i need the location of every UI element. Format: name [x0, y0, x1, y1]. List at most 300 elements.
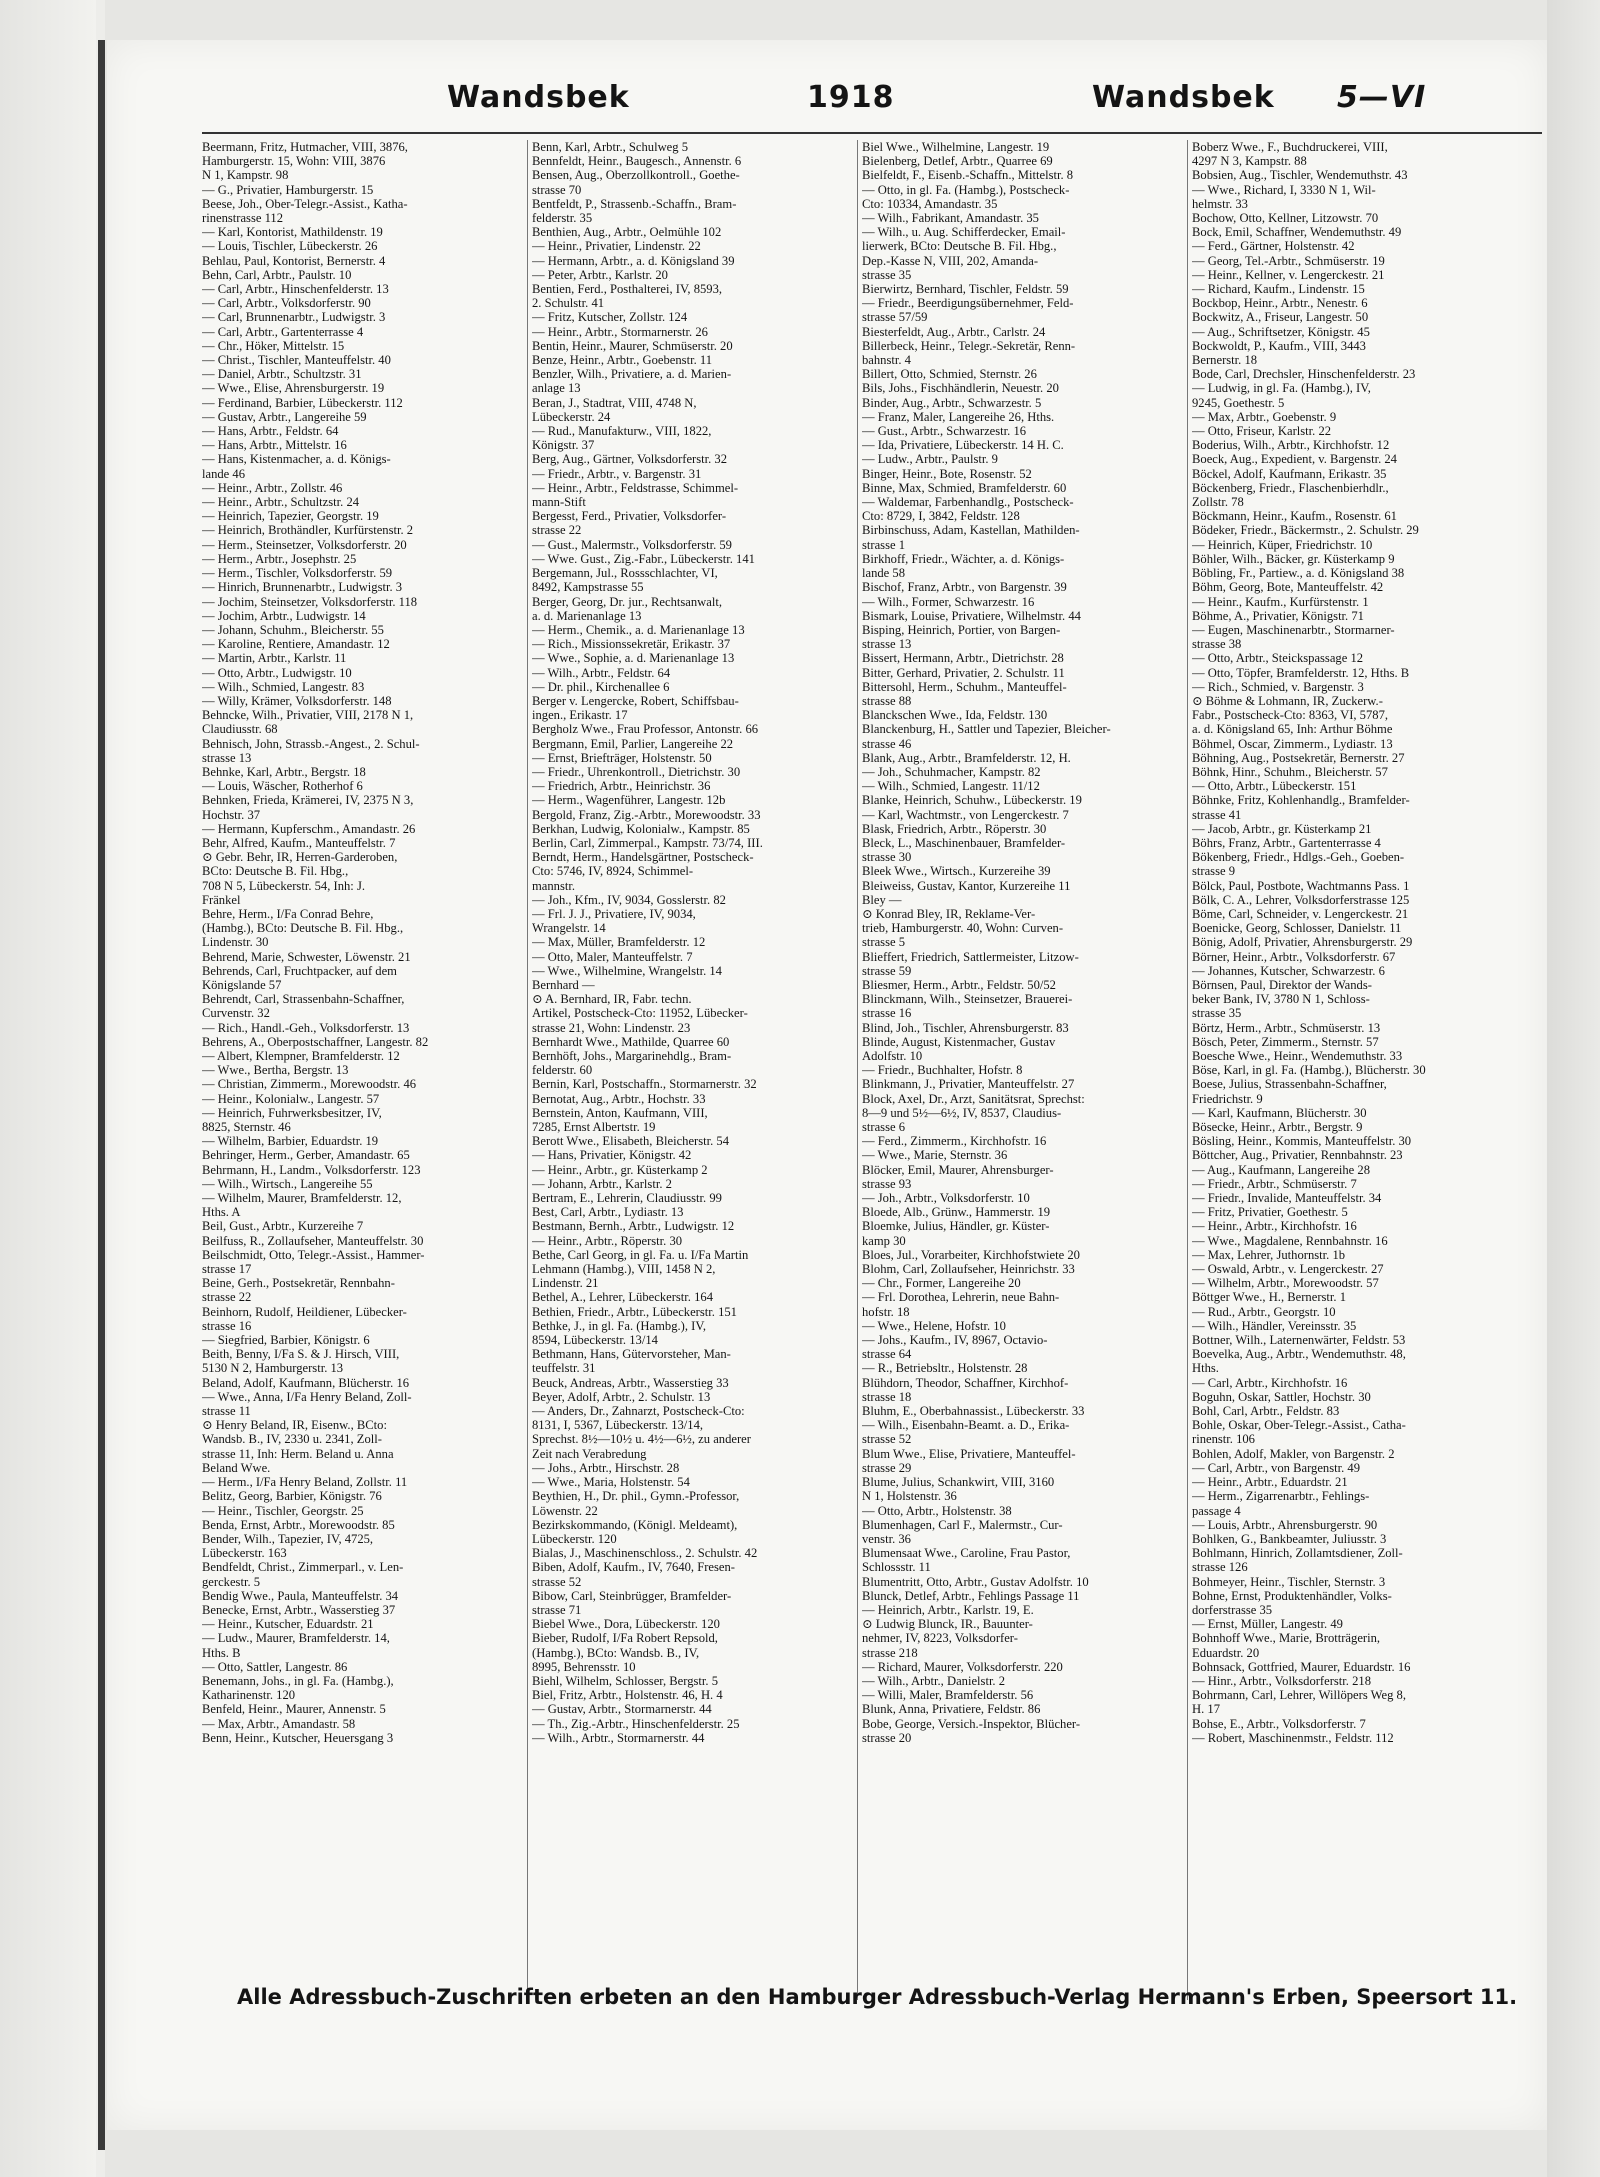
directory-entry-line: Böhler, Wilh., Bäcker, gr. Küsterkamp 9 [1192, 551, 1395, 566]
directory-entry-line: — Karl, Wachtmstr., von Lengerckestr. 7 [862, 807, 1069, 822]
directory-entry-line: — Ludwig, in gl. Fa. (Hambg.), IV, [1192, 381, 1371, 396]
directory-entry-line: Bensen, Aug., Oberzollkontroll., Goethe- [532, 168, 740, 183]
directory-entry-line: — Wilhelm, Barbier, Eduardstr. 19 [202, 1134, 379, 1149]
header-right-title: Wandsbek [1092, 80, 1275, 115]
directory-entry-line: — Anders, Dr., Zahnarzt, Postscheck-Cto: [532, 1404, 745, 1419]
directory-entry-line: — Max, Lehrer, Juthornstr. 1b [1192, 1247, 1346, 1262]
directory-entry-line: — Ferd., Zimmerm., Kirchhofstr. 16 [862, 1134, 1047, 1149]
directory-entry-line: Boderius, Wilh., Arbtr., Kirchhofstr. 12 [1192, 438, 1390, 453]
directory-entry-line: strasse 6 [862, 1120, 906, 1135]
directory-entry-line: — Friedr., Invalide, Manteuffelstr. 34 [1192, 1191, 1382, 1206]
directory-entry-line: — Max, Arbtr., Amandastr. 58 [202, 1716, 356, 1731]
directory-entry-line: — Martin, Arbtr., Karlstr. 11 [202, 651, 347, 666]
directory-entry-line: strasse 5 [862, 935, 906, 950]
directory-entry-line: Bittersohl, Herm., Schuhm., Manteuffel- [862, 679, 1067, 694]
directory-entry-line: anlage 13 [532, 381, 581, 396]
directory-entry-line: strasse 16 [202, 1318, 252, 1333]
directory-entry-line: Bisping, Heinrich, Portier, von Bargen- [862, 622, 1061, 637]
directory-entry-line: Benecke, Ernst, Arbtr., Wasserstieg 37 [202, 1602, 396, 1617]
directory-entry-line: 8825, Sternstr. 46 [202, 1120, 291, 1135]
directory-entry-line: — Herm., Steinsetzer, Volksdorferstr. 20 [202, 537, 407, 552]
directory-entry-line: — Hermann, Kupferschm., Amandastr. 26 [202, 821, 416, 836]
directory-entry-line: rinenstrasse 112 [202, 211, 284, 226]
directory-entry-line: — Fritz, Kutscher, Zollstr. 124 [532, 310, 688, 325]
directory-entry-line: Behrend, Marie, Schwester, Löwenstr. 21 [202, 949, 411, 964]
directory-entry-line: felderstr. 35 [532, 211, 593, 226]
directory-entry-line: 5130 N 2, Hamburgerstr. 13 [202, 1361, 344, 1376]
directory-entry-line: — Otto, Friseur, Karlstr. 22 [1192, 424, 1332, 439]
directory-entry-line: Blask, Friedrich, Arbtr., Röperstr. 30 [862, 821, 1047, 836]
directory-entry-line: — Wilh., Schmied, Langestr. 83 [202, 679, 365, 694]
directory-entry-line: Bohlmann, Hinrich, Zollamtsdiener, Zoll- [1192, 1546, 1403, 1561]
publisher-footer: Alle Adressbuch-Zuschriften erbeten an den Hamburger Adressbuch-Verlag Hermann's Erben, Speersort 11. [237, 1985, 1518, 2009]
directory-entry-line: Dep.-Kasse N, VIII, 202, Amanda- [862, 253, 1039, 268]
directory-entry-line: Beil, Gust., Arbtr., Kurzereihe 7 [202, 1219, 364, 1234]
directory-entry-line: — Hermann, Arbtr., a. d. Königsland 39 [532, 253, 735, 268]
directory-entry-line: strasse 93 [862, 1176, 912, 1191]
directory-entry-line: Behncke, Wilh., Privatier, VIII, 2178 N 1, [202, 708, 414, 723]
directory-entry-line: Boeck, Aug., Expedient, v. Bargenstr. 24 [1192, 452, 1397, 467]
directory-entry-line: Bergmann, Emil, Parlier, Langereihe 22 [532, 736, 734, 751]
directory-entry-line: Cto: 5746, IV, 8924, Schimmel- [532, 864, 694, 879]
directory-entry-line: — Johann, Schuhm., Bleicherstr. 55 [202, 622, 384, 637]
directory-entry-line: Blank, Aug., Arbtr., Bramfelderstr. 12, H. [862, 750, 1071, 765]
directory-entry-line: strasse 41 [1192, 807, 1242, 822]
directory-entry-line: strasse 30 [862, 850, 912, 865]
directory-entry-line: Bendfeldt, Christ., Zimmerparl., v. Len- [202, 1560, 404, 1575]
directory-entry-line: — Carl, Arbtr., Hinschenfelderstr. 13 [202, 282, 389, 297]
directory-entry-line: rinenstr. 106 [1192, 1432, 1255, 1447]
directory-entry-line: — Heinr., Arbtr., Feldstrasse, Schimmel- [532, 480, 739, 495]
directory-entry-line: — Carl, Arbtr., Volksdorferstr. 90 [202, 296, 371, 311]
directory-entry-line: Wrangelstr. 14 [532, 921, 606, 936]
directory-entry-line: Beland, Adolf, Kaufmann, Blücherstr. 16 [202, 1375, 410, 1390]
directory-entry-line: — Otto, Sattler, Langestr. 86 [202, 1659, 348, 1674]
directory-entry-line: — Hinr., Arbtr., Volksdorferstr. 218 [1192, 1673, 1371, 1688]
directory-columns [202, 140, 1542, 2000]
directory-entry-line: ⊙ Henry Beland, IR, Eisenw., BCto: [202, 1418, 387, 1433]
directory-entry-line: — Richard, Kaufm., Lindenstr. 15 [1192, 282, 1365, 297]
directory-entry-line: — Karl, Kaufmann, Blücherstr. 30 [1192, 1105, 1367, 1120]
directory-entry-line: felderstr. 60 [532, 1063, 593, 1078]
directory-entry-line: Bode, Carl, Drechsler, Hinschenfelderstr. 23 [1192, 367, 1416, 382]
directory-entry-line: Böttcher, Aug., Privatier, Rennbahnstr. 23 [1192, 1148, 1403, 1163]
directory-entry-line: Bentin, Heinr., Maurer, Schmüserstr. 20 [532, 338, 733, 353]
directory-entry-line: Benze, Heinr., Arbtr., Goebenstr. 11 [532, 353, 713, 368]
directory-entry-line: Blühdorn, Theodor, Schaffner, Kirchhof- [862, 1375, 1069, 1390]
directory-entry-line: Boenicke, Georg, Schlosser, Danielstr. 11 [1192, 921, 1402, 936]
directory-entry-line: — Friedr., Beerdigungsübernehmer, Feld- [862, 296, 1074, 311]
directory-entry-line: Bösling, Heinr., Kommis, Manteuffelstr. 30 [1192, 1134, 1412, 1149]
directory-entry-line: Beythien, H., Dr. phil., Gymn.-Professor, [532, 1489, 740, 1504]
directory-entry-line: strasse 35 [862, 267, 912, 282]
directory-entry-line: Bobsien, Aug., Tischler, Wendemuthstr. 43 [1192, 168, 1408, 183]
directory-entry-line: 7285, Ernst Albertstr. 19 [532, 1120, 656, 1135]
directory-entry-line: strasse 29 [862, 1460, 912, 1475]
directory-entry-line: gerckestr. 5 [202, 1574, 261, 1589]
directory-entry-line: Blumentritt, Otto, Arbtr., Gustav Adolfstr. 10 [862, 1574, 1089, 1589]
directory-entry-line: — Gust., Malermstr., Volksdorferstr. 59 [532, 537, 732, 552]
directory-entry-line: Block, Axel, Dr., Arzt, Sanitätsrat, Sprechst: [862, 1091, 1085, 1106]
directory-entry-line: — Otto, Arbtr., Holstenstr. 38 [862, 1503, 1012, 1518]
directory-entry-line: Birbinschuss, Adam, Kastellan, Mathilden- [862, 523, 1080, 538]
directory-entry-line: teuffelstr. 31 [532, 1361, 596, 1376]
directory-entry-line: Bischof, Franz, Arbtr., von Bargenstr. 39 [862, 580, 1067, 595]
directory-entry-line: Börner, Heinr., Arbtr., Volksdorferstr. 67 [1192, 949, 1396, 964]
directory-entry-line: Bockwitz, A., Friseur, Langestr. 50 [1192, 310, 1369, 325]
directory-entry-line: — Carl, Brunnenarbtr., Ludwigstr. 3 [202, 310, 386, 325]
directory-entry-line: Lindenstr. 21 [532, 1276, 599, 1291]
directory-entry-line: bahnstr. 4 [862, 353, 911, 368]
directory-entry-line: — Louis, Arbtr., Ahrensburgerstr. 90 [1192, 1517, 1378, 1532]
directory-entry-line: ingen., Erikastr. 17 [532, 708, 628, 723]
directory-entry-line: Boevelka, Aug., Arbtr., Wendemuthstr. 48, [1192, 1347, 1406, 1362]
directory-entry-line: Böme, Carl, Schneider, v. Lengerckestr. 21 [1192, 906, 1409, 921]
directory-entry-line: — Heinrich, Fuhrwerksbesitzer, IV, [202, 1105, 382, 1120]
directory-entry-line: strasse 52 [862, 1432, 912, 1447]
directory-entry-line: hofstr. 18 [862, 1304, 910, 1319]
directory-entry-line: Blinckmann, Wilh., Steinsetzer, Brauerei- [862, 992, 1073, 1007]
directory-entry-line: Benn, Karl, Arbtr., Schulweg 5 [532, 140, 689, 154]
directory-entry-line: strasse 13 [862, 637, 912, 652]
directory-entry-line: Lindenstr. 30 [202, 935, 269, 950]
directory-entry-line: — Heinr., Arbtr., Stormarnerstr. 26 [532, 324, 708, 339]
directory-entry-line: — Heinr., Arbtr., Röperstr. 30 [532, 1233, 683, 1248]
directory-entry-line: Belitz, Georg, Barbier, Königstr. 76 [202, 1489, 382, 1504]
directory-entry-line: — Ludw., Maurer, Bramfelderstr. 14, [202, 1631, 390, 1646]
directory-entry-line: — Wwe., Elise, Ahrensburgerstr. 19 [202, 381, 385, 396]
directory-entry-line: — Robert, Maschinenmstr., Feldstr. 112 [1192, 1730, 1394, 1745]
directory-entry-line: — Willi, Maler, Bramfelderstr. 56 [862, 1688, 1034, 1703]
directory-entry-line: Binne, Max, Schmied, Bramfelderstr. 60 [862, 480, 1067, 495]
directory-entry-line: Bernotat, Aug., Arbtr., Hochstr. 33 [532, 1091, 706, 1106]
directory-entry-line: — Louis, Wäscher, Rotherhof 6 [202, 779, 363, 794]
directory-entry-line: Blind, Joh., Tischler, Ahrensburgerstr. 83 [862, 1020, 1069, 1035]
directory-entry-line: a. d. Königsland 65, Inh: Arthur Böhme [1192, 722, 1393, 737]
directory-entry-line: lande 58 [862, 566, 906, 581]
directory-entry-line: Bethien, Friedr., Arbtr., Lübeckerstr. 151 [532, 1304, 737, 1319]
directory-entry-line: Bestmann, Bernh., Arbtr., Ludwigstr. 12 [532, 1219, 735, 1234]
directory-entry-line: Blöcker, Emil, Maurer, Ahrensburger- [862, 1162, 1054, 1177]
directory-entry-line: Sprechst. 8½—10½ u. 4½—6½, zu anderer [532, 1432, 751, 1447]
directory-entry-line: Behrmann, H., Landm., Volksdorferstr. 123 [202, 1162, 421, 1177]
directory-entry-line: Bölk, C. A., Lehrer, Volksdorferstrasse 125 [1192, 892, 1410, 907]
scan-margin-right [1547, 0, 1600, 2177]
directory-entry-line: Beese, Joh., Ober-Telegr.-Assist., Katha- [202, 196, 408, 211]
directory-entry-line: Wandsb. B., IV, 2330 u. 2341, Zoll- [202, 1432, 382, 1447]
directory-entry-line: — Herm., Tischler, Volksdorferstr. 59 [202, 566, 393, 581]
directory-entry-line: — Heinrich, Tapezier, Georgstr. 19 [202, 509, 379, 524]
directory-entry-line: Biesterfeldt, Aug., Arbtr., Carlstr. 24 [862, 324, 1046, 339]
directory-entry-line: Billert, Otto, Schmied, Sternstr. 26 [862, 367, 1037, 382]
directory-entry-line: Böhnke, Fritz, Kohlenhandlg., Bramfelder- [1192, 793, 1410, 808]
directory-entry-line: strasse 59 [862, 963, 912, 978]
directory-entry-line: strasse 9 [1192, 864, 1236, 879]
directory-entry-line: — Gustav, Arbtr., Stormarnerstr. 44 [532, 1702, 712, 1717]
directory-entry-line: Börnsen, Paul, Direktor der Wands- [1192, 977, 1372, 992]
directory-entry-line: — Heinr., Arbtr., gr. Küsterkamp 2 [532, 1162, 708, 1177]
directory-entry-line: — Franz, Maler, Langereihe 26, Hths. [862, 409, 1055, 424]
directory-entry-line: strasse 52 [532, 1574, 582, 1589]
directory-entry-line: strasse 13 [202, 750, 252, 765]
directory-entry-line: — Wilh., Arbtr., Stormarnerstr. 44 [532, 1730, 705, 1745]
directory-entry-line: 8131, I, 5367, Lübeckerstr. 13/14, [532, 1418, 704, 1433]
directory-entry-line: Blieffert, Friedrich, Sattlermeister, Litzow- [862, 949, 1079, 964]
directory-entry-line: Bentfeldt, P., Strassenb.-Schaffn., Bram- [532, 196, 737, 211]
directory-entry-line: — Wilh., Fabrikant, Amandastr. 35 [862, 211, 1039, 226]
directory-entry-line: Bottner, Wilh., Laternenwärter, Feldstr. 53 [1192, 1333, 1406, 1348]
directory-entry-line: ⊙ Gebr. Behr, IR, Herren-Garderoben, [202, 850, 398, 865]
binding-fold [98, 40, 105, 2150]
directory-entry-line: — Rich., Missionssekretär, Erikastr. 37 [532, 637, 731, 652]
directory-entry-line: Bialas, J., Maschinenschloss., 2. Schulstr. 42 [532, 1546, 758, 1561]
directory-entry-line: Beilschmidt, Otto, Telegr.-Assist., Hammer- [202, 1247, 425, 1262]
directory-entry-line: Cto: 8729, I, 3842, Feldstr. 128 [862, 509, 1020, 524]
directory-entry-line: strasse 35 [1192, 1006, 1242, 1021]
directory-entry-line: Birkhoff, Friedr., Wächter, a. d. Königs- [862, 551, 1065, 566]
directory-entry-line: — Heinr., Kaufm., Kurfürstenstr. 1 [1192, 594, 1369, 609]
directory-entry-line: — Oswald, Arbtr., v. Lengerckestr. 27 [1192, 1262, 1384, 1277]
directory-entry-line: Berkhan, Ludwig, Kolonialw., Kampstr. 85 [532, 821, 750, 836]
directory-entry-line: Bley — [862, 892, 902, 907]
directory-entry-line: Bohnsack, Gottfried, Maurer, Eduardstr. 16 [1192, 1659, 1411, 1674]
page-header [107, 40, 1547, 128]
directory-entry-line: Königslande 57 [202, 977, 282, 992]
directory-entry-line: Bohrmann, Carl, Lehrer, Willöpers Weg 8, [1192, 1688, 1407, 1703]
directory-entry-line: Boesche Wwe., Heinr., Wendemuthstr. 33 [1192, 1049, 1403, 1063]
directory-entry-line: Bernin, Karl, Postschaffn., Stormarnerstr. 32 [532, 1077, 757, 1092]
directory-entry-line: Curvenstr. 32 [202, 1006, 270, 1021]
directory-entry-line: Bohse, E., Arbtr., Volksdorferstr. 7 [1192, 1716, 1366, 1731]
directory-entry-line: — Wwe., Anna, I/Fa Henry Beland, Zoll- [202, 1389, 412, 1404]
directory-entry-line: Behn, Carl, Arbtr., Paulstr. 10 [202, 267, 352, 282]
directory-entry-line: Berg, Aug., Gärtner, Volksdorferstr. 32 [532, 452, 728, 467]
directory-entry-line: Böttger Wwe., H., Bernerstr. 1 [1192, 1290, 1347, 1305]
directory-entry-line: — Willy, Krämer, Volksdorferstr. 148 [202, 693, 392, 708]
directory-entry-line: — Jacob, Arbtr., gr. Küsterkamp 21 [1192, 821, 1372, 836]
directory-entry-line: Bohmeyer, Heinr., Tischler, Sternstr. 3 [1192, 1574, 1386, 1589]
directory-entry-line: Blumenhagen, Carl F., Malermstr., Cur- [862, 1517, 1063, 1532]
directory-entry-line: — Christian, Zimmerm., Morewoodstr. 46 [202, 1077, 417, 1092]
directory-entry-line: — Carl, Arbtr., Gartenterrasse 4 [202, 324, 364, 339]
directory-entry-line: — Max, Müller, Bramfelderstr. 12 [532, 935, 706, 950]
directory-entry-line: Bernhard — [532, 977, 595, 992]
directory-entry-line: — Wwe., Sophie, a. d. Marienanlage 13 [532, 651, 735, 666]
directory-entry-line: Benda, Ernst, Arbtr., Morewoodstr. 85 [202, 1517, 395, 1532]
directory-entry-line: strasse 22 [532, 523, 582, 538]
directory-entry-line: — Wilh., u. Aug. Schifferdecker, Email- [862, 225, 1066, 240]
directory-entry-line: Bernhardt Wwe., Mathilde, Quarree 60 [532, 1034, 730, 1049]
directory-entry-line: Claudiusstr. 68 [202, 722, 278, 737]
header-year: 1918 [807, 80, 895, 115]
directory-entry-line: — Heinrich, Arbtr., Karlstr. 19, E. [862, 1602, 1034, 1617]
directory-entry-line: Böhnk, Hinr., Schuhm., Bleicherstr. 57 [1192, 764, 1388, 779]
directory-entry-line: Bentien, Ferd., Posthalterei, IV, 8593, [532, 282, 723, 297]
directory-entry-line: — Max, Arbtr., Goebenstr. 9 [1192, 409, 1337, 424]
directory-entry-line: Blohm, Carl, Zollaufseher, Heinrichstr. 33 [862, 1262, 1075, 1277]
directory-entry-line: Bethe, Carl Georg, in gl. Fa. u. I/Fa Martin [532, 1247, 749, 1262]
directory-entry-line: — Peter, Arbtr., Karlstr. 20 [532, 267, 668, 282]
directory-entry-line: Bockwoldt, P., Kaufm., VIII, 3443 [1192, 338, 1366, 353]
directory-entry-line: Artikel, Postscheck-Cto: 11952, Lübecker- [532, 1006, 748, 1021]
directory-entry-line: Böckel, Adolf, Kaufmann, Erikastr. 35 [1192, 466, 1387, 481]
directory-entry-line: (Hambg.), BCto: Wandsb. B., IV, [532, 1645, 700, 1660]
directory-entry-line: Bernstein, Anton, Kaufmann, VIII, [532, 1105, 708, 1120]
directory-entry-line: — Johann, Arbtr., Karlstr. 2 [532, 1176, 672, 1191]
directory-entry-line: — Friedr., Uhrenkontroll., Dietrichstr. 30 [532, 764, 741, 779]
directory-entry-line: Benthien, Aug., Arbtr., Oelmühle 102 [532, 225, 722, 240]
directory-entry-line: Bloes, Jul., Vorarbeiter, Kirchhofstwiete 20 [862, 1247, 1080, 1262]
directory-entry-line: — Jochim, Steinsetzer, Volksdorferstr. 118 [202, 594, 418, 609]
directory-entry-line: — Gustav, Arbtr., Langereihe 59 [202, 409, 367, 424]
directory-entry-line: Bergold, Franz, Zig.-Arbtr., Morewoodstr. 33 [532, 807, 761, 822]
directory-entry-line: — Wwe., Maria, Holstenstr. 54 [532, 1475, 690, 1490]
directory-entry-line: Bergholz Wwe., Frau Professor, Antonstr. 66 [532, 722, 759, 737]
directory-entry-line: — Joh., Schuhmacher, Kampstr. 82 [862, 764, 1041, 779]
adjacent-page-strip [0, 0, 96, 2177]
directory-entry-line: — Otto, Arbtr., Ludwigstr. 10 [202, 665, 352, 680]
directory-entry-line: strasse 11, Inh: Herm. Beland u. Anna [202, 1446, 394, 1461]
directory-entry-line: Bils, Johs., Fischhändlerin, Neuestr. 20 [862, 381, 1059, 396]
directory-entry-line: Berndt, Herm., Handelsgärtner, Postscheck- [532, 850, 754, 865]
directory-entry-line: — Louis, Tischler, Lübeckerstr. 26 [202, 239, 378, 254]
directory-entry-line: — Heinr., Kellner, v. Lengerckestr. 21 [1192, 267, 1385, 282]
directory-entry-line: Boguhn, Oskar, Sattler, Hochstr. 30 [1192, 1389, 1371, 1404]
directory-entry-line: Bliesmer, Herm., Arbtr., Feldstr. 50/52 [862, 977, 1056, 992]
directory-entry-line: Berlin, Carl, Zimmerpal., Kampstr. 73/74, III. [532, 835, 763, 850]
directory-entry-line: Blunk, Anna, Privatiere, Feldstr. 86 [862, 1702, 1041, 1717]
directory-entry-line: Benn, Heinr., Kutscher, Heuersgang 3 [202, 1730, 394, 1745]
directory-entry-line: — Heinr., Tischler, Georgstr. 25 [202, 1503, 364, 1518]
directory-entry-line: Bissert, Hermann, Arbtr., Dietrichstr. 28 [862, 651, 1064, 666]
directory-entry-line: — Daniel, Arbtr., Schultzstr. 31 [202, 367, 362, 382]
directory-entry-line: ⊙ Ludwig Blunck, IR., Bauunter- [862, 1617, 1033, 1632]
directory-entry-line: — Frl. J. J., Privatiere, IV, 9034, [532, 906, 696, 921]
directory-entry-line: ⊙ Konrad Bley, IR, Reklame-Ver- [862, 906, 1036, 921]
directory-entry-line: strasse 46 [862, 736, 912, 751]
directory-entry-line: Binder, Aug., Arbtr., Schwarzestr. 5 [862, 395, 1042, 410]
directory-entry-line: — Wilh., Arbtr., Feldstr. 64 [532, 665, 671, 680]
directory-entry-line: — Wwe. Gust., Zig.-Fabr., Lübeckerstr. 141 [532, 551, 755, 566]
directory-entry-line: — Karl, Kontorist, Mathildenstr. 19 [202, 225, 383, 240]
directory-entry-line: Beinhorn, Rudolf, Heildiener, Lübecker- [202, 1304, 407, 1319]
directory-entry-line: — Karoline, Rentiere, Amandastr. 12 [202, 637, 390, 652]
directory-entry-line: Hths. A [202, 1205, 241, 1220]
directory-entry-line: strasse 64 [862, 1347, 912, 1362]
directory-entry-line: ⊙ Böhme & Lohmann, IR, Zuckerw.- [1192, 693, 1383, 708]
directory-entry-line: N 1, Holstenstr. 36 [862, 1489, 957, 1504]
directory-entry-line: — Ludw., Arbtr., Paulstr. 9 [862, 452, 998, 467]
directory-entry-line: — Frl. Dorothea, Lehrerin, neue Bahn- [862, 1290, 1060, 1305]
directory-entry-line: Behrens, A., Oberpostschaffner, Langestr. 82 [202, 1034, 429, 1049]
directory-entry-line: — Chr., Former, Langereihe 20 [862, 1276, 1021, 1291]
directory-entry-line: Beith, Benny, I/Fa S. & J. Hirsch, VIII, [202, 1347, 400, 1362]
directory-entry-line: — Heinrich, Brothändler, Kurfürstenstr. 2 [202, 523, 414, 538]
directory-entry-line: Behnisch, John, Strassb.-Angest., 2. Schul- [202, 736, 420, 751]
directory-entry-line: 708 N 5, Lübeckerstr. 54, Inh: J. [202, 878, 365, 893]
directory-entry-line: — Joh., Kfm., IV, 9034, Gosslerstr. 82 [532, 892, 726, 907]
directory-entry-line: strasse 11 [202, 1404, 251, 1419]
directory-entry-line: — Rud., Manufakturw., VIII, 1822, [532, 424, 712, 439]
directory-entry-line: — Wwe., Bertha, Bergstr. 13 [202, 1063, 349, 1078]
column-divider [527, 140, 528, 2000]
directory-entry-line: 8594, Lübeckerstr. 13/14 [532, 1333, 658, 1348]
directory-entry-line: Bohne, Ernst, Produktenhändler, Volks- [1192, 1588, 1392, 1603]
directory-entry-line: Berger v. Lengercke, Robert, Schiffsbau- [532, 693, 739, 708]
directory-entry-line: — Jochim, Arbtr., Ludwigstr. 14 [202, 608, 366, 623]
directory-entry-line: Bohnhoff Wwe., Marie, Brotträgerin, [1192, 1631, 1381, 1646]
directory-entry-line: Blanckenburg, H., Sattler und Tapezier, Bleicher- [862, 722, 1111, 737]
directory-entry-line: strasse 16 [862, 1006, 912, 1021]
directory-entry-line: — Friedr., Buchhalter, Hofstr. 8 [862, 1063, 1023, 1078]
directory-entry-line: Lübeckerstr. 163 [202, 1546, 287, 1561]
directory-entry-line: — Heinr., Arbtr., Zollstr. 46 [202, 480, 343, 495]
directory-entry-line: — Herm., Arbtr., Josephstr. 25 [202, 551, 357, 566]
directory-entry-line: dorferstrasse 35 [1192, 1602, 1273, 1617]
directory-entry-line: Löwenstr. 22 [532, 1503, 598, 1518]
directory-entry-line: — Friedr., Arbtr., v. Bargenstr. 31 [532, 466, 702, 481]
directory-entry-line: Bloede, Alb., Grünw., Hammerstr. 19 [862, 1205, 1051, 1220]
directory-entry-line: — Otto, Arbtr., Lübeckerstr. 151 [1192, 779, 1357, 794]
directory-entry-line: — Carl, Arbtr., Kirchhofstr. 16 [1192, 1375, 1348, 1390]
header-rule [202, 132, 1542, 134]
directory-entry-line: ⊙ A. Bernhard, IR, Fabr. techn. [532, 992, 692, 1007]
directory-entry-line: Zollstr. 78 [1192, 495, 1244, 510]
directory-entry-line: Biel Wwe., Wilhelmine, Langestr. 19 [862, 140, 1050, 154]
directory-entry-line: — Herm., Wagenführer, Langestr. 12b [532, 793, 726, 808]
directory-entry-line: Blinkmann, J., Privatier, Manteuffelstr. 27 [862, 1077, 1075, 1092]
directory-entry-line: helmstr. 33 [1192, 196, 1248, 211]
directory-entry-line: Bethke, J., in gl. Fa. (Hambg.), IV, [532, 1318, 706, 1333]
directory-entry-line: Königstr. 37 [532, 438, 595, 453]
directory-entry-line: Bleiweiss, Gustav, Kantor, Kurzereihe 11 [862, 878, 1071, 893]
directory-entry-line: — Herm., Chemik., a. d. Marienanlage 13 [532, 622, 745, 637]
directory-entry-line: Behre, Herm., I/Fa Conrad Behre, [202, 906, 374, 921]
directory-entry-line: Bohlen, Adolf, Makler, von Bargenstr. 2 [1192, 1446, 1395, 1461]
directory-entry-line: Bieber, Rudolf, I/Fa Robert Repsold, [532, 1631, 718, 1646]
directory-entry-line: — Siegfried, Barbier, Königstr. 6 [202, 1333, 370, 1348]
directory-entry-line: strasse 88 [862, 693, 912, 708]
directory-entry-line: Biehl, Wilhelm, Schlosser, Bergstr. 5 [532, 1673, 719, 1688]
directory-entry-line: Lübeckerstr. 120 [532, 1531, 617, 1546]
directory-entry-line: Bergemann, Jul., Rossschlachter, VI, [532, 566, 718, 581]
directory-entry-line: Beland Wwe. [202, 1460, 271, 1475]
directory-entry-line: strasse 1 [862, 537, 906, 552]
directory-entry-line: strasse 218 [862, 1645, 918, 1660]
directory-entry-line: Fränkel [202, 892, 241, 907]
directory-entry-line: Bohlken, G., Bankbeamter, Juliusstr. 3 [1192, 1531, 1387, 1546]
directory-entry-line: Bergesst, Ferd., Privatier, Volksdorfer- [532, 509, 727, 524]
directory-entry-line: Benzler, Wilh., Privatiere, a. d. Marien- [532, 367, 732, 382]
directory-entry-line: — Heinr., Arbtr., Kirchhofstr. 16 [1192, 1219, 1357, 1234]
directory-entry-line: — Friedrich, Arbtr., Heinrichstr. 36 [532, 779, 711, 794]
directory-entry-line: Katharinenstr. 120 [202, 1688, 296, 1703]
directory-entry-line: Bölck, Paul, Postbote, Wachtmanns Pass. 1 [1192, 878, 1410, 893]
directory-entry-line: Beyer, Adolf, Arbtr., 2. Schulstr. 13 [532, 1389, 711, 1404]
directory-entry-line: Bohle, Oskar, Ober-Telegr.-Assist., Catha- [1192, 1418, 1406, 1433]
directory-entry-line: Bielfeldt, F., Eisenb.-Schaffn., Mittelstr. 8 [862, 168, 1074, 183]
directory-entry-line: — Heinr., Privatier, Lindenstr. 22 [532, 239, 701, 254]
directory-entry-line: — Otto, Maler, Manteuffelstr. 7 [532, 949, 693, 964]
directory-entry-line: BCto: Deutsche B. Fil. Hbg., [202, 864, 349, 879]
directory-entry-line: Hamburgerstr. 15, Wohn: VIII, 3876 [202, 154, 386, 169]
directory-entry-line: Bendig Wwe., Paula, Manteuffelstr. 34 [202, 1588, 399, 1603]
directory-page [107, 40, 1547, 2130]
directory-entry-line: Bielenberg, Detlef, Arbtr., Quarree 69 [862, 154, 1053, 169]
directory-entry-line: 8—9 und 5½—6½, IV, 8537, Claudius- [862, 1105, 1062, 1120]
column-2 [532, 140, 852, 2000]
directory-entry-line: a. d. Marienanlage 13 [532, 608, 642, 623]
